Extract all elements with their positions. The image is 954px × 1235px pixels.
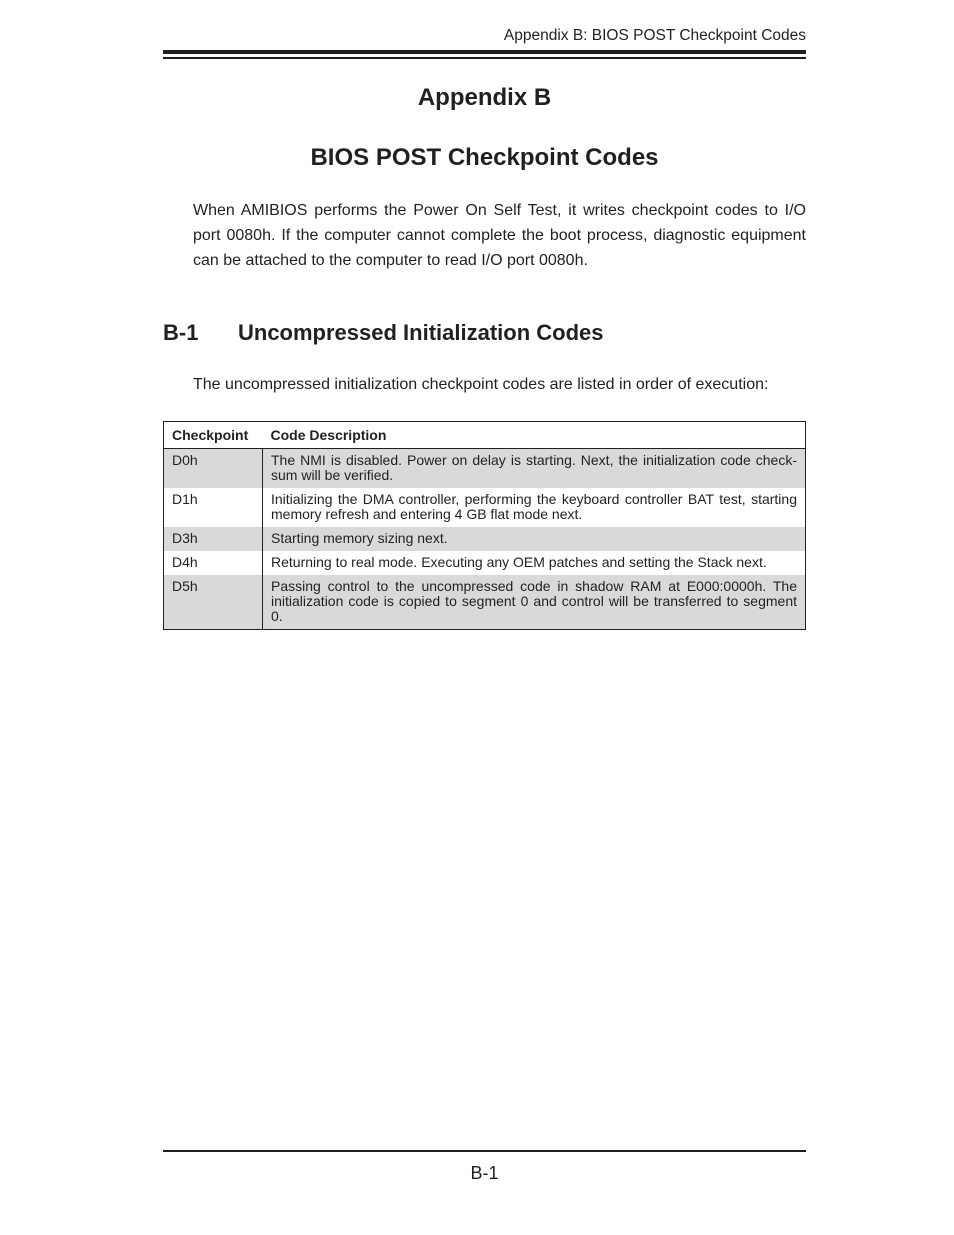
checkpoint-code: D4h (172, 554, 198, 570)
table-row (164, 575, 806, 630)
checkpoint-code: D0h (164, 449, 263, 489)
section-number: B-1 (163, 320, 199, 345)
column-header-description: Code Description (270, 427, 387, 443)
table-row (164, 488, 806, 527)
code-description: Starting memory sizing next. (263, 527, 806, 551)
code-description: Passing control to the uncompressed code in shadow RAM at E000:0000h. The initialization code is copied to segment 0 and control will be transferred to segment 0. (263, 575, 806, 630)
checkpoint-code: D1h (172, 491, 198, 507)
table-header-row (164, 422, 806, 449)
checkpoint-code: D5h (164, 575, 263, 630)
checkpoint-table (163, 421, 806, 630)
page-number: B-1 (470, 1163, 499, 1183)
running-header: Appendix B: BIOS POST Checkpoint Codes (503, 27, 806, 44)
code-description: The NMI is disabled. Power on delay is starting. Next, the initialization code check-sum will be verified. (263, 449, 806, 489)
appendix-label: Appendix B (417, 84, 552, 111)
code-description: Returning to real mode. Executing any OEM patches and setting the Stack next. (263, 551, 806, 575)
table-row (164, 551, 806, 575)
footer-rule (163, 1150, 806, 1152)
section-heading (163, 320, 604, 346)
section-title: Uncompressed Initialization Codes (238, 320, 604, 345)
table-intro: The uncompressed initialization checkpoint codes are listed in order of execution: (193, 376, 769, 393)
table-row (164, 449, 806, 489)
table-row (164, 527, 806, 551)
intro-paragraph: When AMIBIOS performs the Power On Self Test, it writes checkpoint codes to I/O port 0080h. If the computer cannot complete the boot process, diagnostic equipment can be attached to the computer to read I/O port 0080h. (193, 202, 806, 269)
page-title: BIOS POST Checkpoint Codes (310, 144, 659, 171)
header-rule-thick (163, 50, 806, 54)
code-description: Initializing the DMA controller, performing the keyboard controller BAT test, starting memory refresh and entering 4 GB flat mode next. (263, 488, 806, 527)
checkpoint-code: D3h (164, 527, 263, 551)
header-rule-thin (163, 57, 806, 59)
column-header-checkpoint: Checkpoint (172, 427, 249, 443)
